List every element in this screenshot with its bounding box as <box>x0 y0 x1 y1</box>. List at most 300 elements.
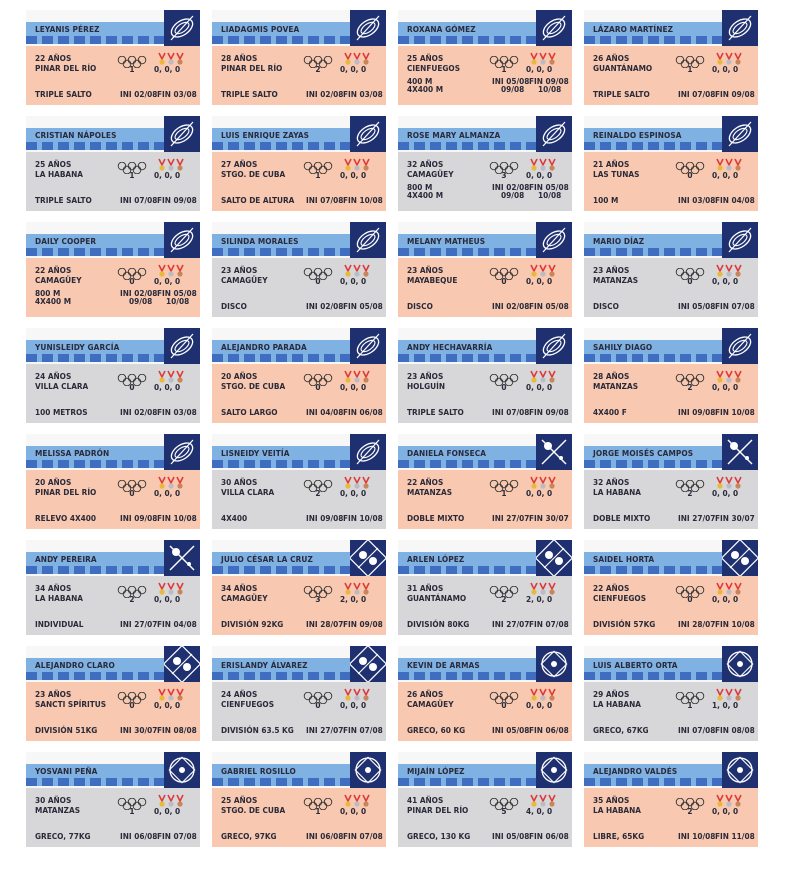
athlete-age: 34 AÑOS <box>35 583 72 593</box>
athlete-card <box>212 646 386 741</box>
athlete-age: 23 AÑOS <box>593 265 630 275</box>
athlete-age: 21 AÑOS <box>593 159 630 169</box>
end-date: FIN 06/08 <box>529 725 569 735</box>
medal-tally: 0, 0, 0 <box>340 488 367 498</box>
event-name: DIVISIÓN 80KG <box>407 619 470 629</box>
event-name: TRIPLE SALTO <box>407 407 464 417</box>
athlete-name: YOSVANI PEÑA <box>35 766 98 776</box>
athlete-name: YUNISLEIDY GARCÍA <box>35 342 120 352</box>
start-date: INI 09/08 <box>306 513 344 523</box>
event-name: SALTO DE ALTURA <box>221 195 295 205</box>
olympics-count: 0 <box>501 700 507 710</box>
card-body <box>584 46 758 105</box>
olympics-count: 3 <box>315 594 321 604</box>
athlete-province: CIENFUEGOS <box>221 699 274 709</box>
athletics-icon <box>350 328 386 364</box>
wrestling-icon <box>164 752 200 788</box>
start-date: INI 05/08 <box>492 725 530 735</box>
athlete-card <box>584 328 758 423</box>
event-name: DOBLE MIXTO <box>407 513 465 523</box>
start-date: INI 05/08 <box>492 76 530 86</box>
olympics-count: 0 <box>501 276 507 286</box>
medal-tally: 0, 0, 0 <box>526 700 553 710</box>
olympics-count: 1 <box>315 170 321 180</box>
start-date: INI 27/07 <box>120 619 158 629</box>
athlete-name: MELANY MATHEUS <box>407 236 486 246</box>
athlete-province: CAMAGÜEY <box>407 169 454 179</box>
athletics-icon <box>350 222 386 258</box>
olympics-count: 2 <box>129 594 135 604</box>
boxing-icon <box>350 540 386 576</box>
card-body <box>26 576 200 635</box>
athletics-icon <box>164 10 200 46</box>
start-date: INI 27/07 <box>492 619 530 629</box>
event-name-secondary: 4X400 M <box>35 296 72 306</box>
athlete-name: ROXANA GÓMEZ <box>407 24 476 34</box>
end-date: FIN 05/08 <box>529 182 569 192</box>
athlete-age: 22 AÑOS <box>35 265 72 275</box>
athlete-card <box>584 222 758 317</box>
athlete-card <box>26 328 200 423</box>
athlete-age: 32 AÑOS <box>593 477 630 487</box>
olympics-count: 0 <box>129 382 135 392</box>
athlete-card <box>398 222 572 317</box>
athletics-icon <box>536 222 572 258</box>
athlete-age: 32 AÑOS <box>407 159 444 169</box>
end-date-secondary: 10/08 <box>166 296 190 306</box>
event-name: GRECO, 77KG <box>35 831 91 841</box>
athlete-name: LÁZARO MARTÍNEZ <box>593 24 674 34</box>
medal-tally: 0, 0, 0 <box>712 64 739 74</box>
event-name: 100 M <box>593 195 619 205</box>
card-body <box>584 576 758 635</box>
athletics-icon <box>722 222 758 258</box>
start-date-secondary: 09/08 <box>501 84 525 94</box>
athlete-name: CRISTIAN NÁPOLES <box>35 130 117 140</box>
athlete-card <box>584 10 758 105</box>
medal-tally: 0, 0, 0 <box>712 382 739 392</box>
start-date: INI 28/07 <box>306 619 344 629</box>
athletics-icon <box>350 434 386 470</box>
olympics-count: 1 <box>687 700 693 710</box>
event-name: GRECO, 130 KG <box>407 831 471 841</box>
start-date: INI 07/08 <box>678 725 716 735</box>
athlete-province: VILLA CLARA <box>221 487 275 497</box>
start-date: INI 07/08 <box>678 89 716 99</box>
medal-tally: 0, 0, 0 <box>154 488 181 498</box>
olympics-count: 1 <box>129 170 135 180</box>
card-body <box>584 470 758 529</box>
medal-tally: 0, 0, 0 <box>526 64 553 74</box>
event-name: DIVISIÓN 51KG <box>35 725 98 735</box>
card-body <box>398 364 572 423</box>
athlete-age: 27 AÑOS <box>221 159 258 169</box>
athletics-icon <box>350 10 386 46</box>
athlete-age: 25 AÑOS <box>35 159 72 169</box>
boxing-icon <box>722 540 758 576</box>
medal-tally: 1, 0, 0 <box>712 700 739 710</box>
event-name: GRECO, 60 KG <box>407 725 466 735</box>
end-date: FIN 30/07 <box>529 513 569 523</box>
card-body <box>212 470 386 529</box>
athlete-age: 22 AÑOS <box>407 477 444 487</box>
athlete-name: LUIS ENRIQUE ZAYAS <box>221 130 310 140</box>
end-date: FIN 03/08 <box>157 407 197 417</box>
athlete-age: 30 AÑOS <box>221 477 258 487</box>
card-body <box>398 576 572 635</box>
athlete-name: MIJAÍN LÓPEZ <box>407 766 465 776</box>
end-date-secondary: 10/08 <box>538 84 562 94</box>
athletics-icon <box>536 328 572 364</box>
athlete-name: DAILY COOPER <box>35 236 97 246</box>
wrestling-icon <box>350 752 386 788</box>
athletics-icon <box>164 222 200 258</box>
athlete-card <box>584 752 758 847</box>
end-date-secondary: 10/08 <box>538 190 562 200</box>
start-date: INI 28/07 <box>678 619 716 629</box>
athlete-card <box>398 328 572 423</box>
athlete-age: 23 AÑOS <box>407 371 444 381</box>
start-date: INI 02/08 <box>120 407 158 417</box>
end-date: FIN 07/08 <box>343 831 383 841</box>
card-body <box>398 46 572 105</box>
medal-tally: 0, 0, 0 <box>340 170 367 180</box>
event-name: TRIPLE SALTO <box>35 89 92 99</box>
athlete-card <box>398 434 572 529</box>
athlete-province: LA HABANA <box>593 805 642 815</box>
boxing-icon <box>536 540 572 576</box>
athlete-age: 20 AÑOS <box>221 371 258 381</box>
athlete-name: ALEJANDRO VALDÉS <box>593 766 678 776</box>
athlete-card <box>26 434 200 529</box>
medal-tally: 0, 0, 0 <box>340 806 367 816</box>
olympics-count: 0 <box>315 700 321 710</box>
athletics-icon <box>536 116 572 152</box>
athlete-province: CAMAGÜEY <box>221 275 268 285</box>
start-date: INI 02/08 <box>120 89 158 99</box>
card-body <box>398 152 572 211</box>
start-date: INI 09/08 <box>120 513 158 523</box>
end-date: FIN 10/08 <box>157 513 197 523</box>
athlete-name: LISNEIDY VEITÍA <box>221 448 290 458</box>
start-date: INI 04/08 <box>306 407 344 417</box>
card-body <box>398 788 572 847</box>
card-body <box>26 46 200 105</box>
end-date: FIN 09/08 <box>715 89 755 99</box>
athlete-card <box>26 116 200 211</box>
start-date: INI 09/08 <box>678 407 716 417</box>
start-date: INI 02/08 <box>492 301 530 311</box>
end-date: FIN 07/08 <box>529 619 569 629</box>
athlete-province: LA HABANA <box>593 487 642 497</box>
medal-tally: 0, 0, 0 <box>712 276 739 286</box>
athlete-province: CAMAGÜEY <box>407 699 454 709</box>
athlete-name: ARLEN LÓPEZ <box>407 554 465 564</box>
start-date: INI 05/08 <box>678 301 716 311</box>
athletics-icon <box>722 328 758 364</box>
athlete-card <box>212 540 386 635</box>
athlete-card <box>212 222 386 317</box>
athlete-name: DANIELA FONSECA <box>407 448 487 458</box>
olympics-count: 0 <box>501 382 507 392</box>
athlete-age: 23 AÑOS <box>407 265 444 275</box>
athlete-province: MATANZAS <box>407 487 452 497</box>
medal-tally: 0, 0, 0 <box>712 488 739 498</box>
athletics-icon <box>722 10 758 46</box>
olympics-count: 1 <box>501 488 507 498</box>
start-date: INI 27/07 <box>678 513 716 523</box>
athletics-icon <box>536 10 572 46</box>
athlete-province: LA HABANA <box>593 699 642 709</box>
olympics-count: 1 <box>129 806 135 816</box>
start-date-secondary: 09/08 <box>129 296 153 306</box>
olympics-count: 0 <box>315 382 321 392</box>
athlete-card <box>398 540 572 635</box>
athletics-icon <box>164 328 200 364</box>
card-body <box>212 364 386 423</box>
athlete-card <box>584 116 758 211</box>
event-name: DIVISIÓN 63.5 KG <box>221 725 294 735</box>
medal-tally: 0, 0, 0 <box>154 806 181 816</box>
olympics-count: 2 <box>501 594 507 604</box>
start-date: INI 27/07 <box>306 725 344 735</box>
athlete-age: 34 AÑOS <box>221 583 258 593</box>
event-name: 100 METROS <box>35 407 88 417</box>
medal-tally: 0, 0, 0 <box>712 170 739 180</box>
event-name-secondary: 4X400 M <box>407 190 444 200</box>
medal-tally: 0, 0, 0 <box>340 700 367 710</box>
card-body <box>212 576 386 635</box>
end-date: FIN 10/08 <box>715 619 755 629</box>
athlete-card <box>212 10 386 105</box>
athlete-age: 25 AÑOS <box>221 795 258 805</box>
start-date: INI 02/08 <box>306 89 344 99</box>
athlete-card <box>212 752 386 847</box>
olympics-count: 1 <box>129 64 135 74</box>
olympics-count: 1 <box>315 806 321 816</box>
athlete-card <box>26 646 200 741</box>
card-body <box>212 152 386 211</box>
athlete-name: KEVIN DE ARMAS <box>407 660 480 670</box>
athlete-province: MATANZAS <box>593 275 638 285</box>
athlete-province: VILLA CLARA <box>35 381 89 391</box>
event-name-secondary: 4X400 M <box>407 84 444 94</box>
athlete-name: ERISLANDY ÁLVAREZ <box>221 660 308 670</box>
end-date: FIN 07/08 <box>343 725 383 735</box>
olympics-count: 1 <box>687 64 693 74</box>
athletics-icon <box>164 116 200 152</box>
athlete-province: STGO. DE CUBA <box>221 169 286 179</box>
event-name: 800 M <box>35 288 61 298</box>
end-date: FIN 09/08 <box>343 619 383 629</box>
athlete-province: SANCTI SPÍRITUS <box>35 699 107 709</box>
athlete-age: 28 AÑOS <box>593 371 630 381</box>
athlete-age: 30 AÑOS <box>35 795 72 805</box>
boxing-icon <box>164 646 200 682</box>
athletics-icon <box>164 434 200 470</box>
event-name: INDIVIDUAL <box>35 619 84 629</box>
medal-tally: 0, 0, 0 <box>340 382 367 392</box>
event-name: DOBLE MIXTO <box>593 513 651 523</box>
end-date: FIN 10/08 <box>343 195 383 205</box>
medal-tally: 0, 0, 0 <box>526 488 553 498</box>
tabletennis-icon <box>722 434 758 470</box>
card-body <box>26 682 200 741</box>
card-body <box>26 364 200 423</box>
end-date: FIN 10/08 <box>715 407 755 417</box>
athlete-province: CIENFUEGOS <box>593 593 646 603</box>
olympics-count: 5 <box>501 806 507 816</box>
start-date: INI 07/08 <box>120 195 158 205</box>
athlete-name: SAIDEL HORTA <box>593 554 655 564</box>
medal-tally: 0, 0, 0 <box>340 276 367 286</box>
olympics-count: 2 <box>687 382 693 392</box>
athlete-card <box>398 116 572 211</box>
start-date: INI 05/08 <box>492 831 530 841</box>
medal-tally: 0, 0, 0 <box>154 594 181 604</box>
tabletennis-icon <box>536 434 572 470</box>
athlete-card <box>398 10 572 105</box>
end-date: FIN 10/08 <box>343 513 383 523</box>
event-name: 4X400 <box>221 513 248 523</box>
athlete-age: 22 AÑOS <box>593 583 630 593</box>
athlete-province: CAMAGÜEY <box>35 275 82 285</box>
end-date: FIN 09/08 <box>157 195 197 205</box>
event-name: DIVISIÓN 57KG <box>593 619 656 629</box>
olympics-count: 0 <box>315 276 321 286</box>
olympics-count: 0 <box>687 594 693 604</box>
card-body <box>584 258 758 317</box>
athlete-age: 20 AÑOS <box>35 477 72 487</box>
card-body <box>584 682 758 741</box>
end-date: FIN 04/08 <box>715 195 755 205</box>
olympics-count: 2 <box>315 488 321 498</box>
athlete-card <box>584 540 758 635</box>
end-date: FIN 04/08 <box>157 619 197 629</box>
athlete-card <box>398 646 572 741</box>
start-date-secondary: 09/08 <box>501 190 525 200</box>
event-name: SALTO LARGO <box>221 407 278 417</box>
olympics-count: 2 <box>687 488 693 498</box>
olympics-count: 1 <box>501 64 507 74</box>
card-body <box>584 152 758 211</box>
olympics-count: 3 <box>501 170 507 180</box>
medal-tally: 0, 0, 0 <box>712 806 739 816</box>
end-date: FIN 11/08 <box>715 831 755 841</box>
card-body <box>584 364 758 423</box>
wrestling-icon <box>536 646 572 682</box>
end-date: FIN 08/08 <box>157 725 197 735</box>
athlete-age: 28 AÑOS <box>221 53 258 63</box>
athlete-card <box>26 10 200 105</box>
athlete-province: LA HABANA <box>35 593 84 603</box>
medal-tally: 2, 0, 0 <box>340 594 367 604</box>
athlete-age: 23 AÑOS <box>221 265 258 275</box>
athlete-name: LEYANIS PÉREZ <box>35 24 100 34</box>
start-date: INI 02/08 <box>306 301 344 311</box>
athlete-province: GUANTÁNAMO <box>593 63 653 73</box>
medal-tally: 0, 0, 0 <box>340 64 367 74</box>
start-date: INI 03/08 <box>678 195 716 205</box>
start-date: INI 27/07 <box>492 513 530 523</box>
athlete-name: SAHILY DIAGO <box>593 342 653 352</box>
event-name: TRIPLE SALTO <box>593 89 650 99</box>
event-name: TRIPLE SALTO <box>221 89 278 99</box>
start-date: INI 30/07 <box>120 725 158 735</box>
athlete-name: ALEJANDRO PARADA <box>221 342 307 352</box>
card-body <box>212 788 386 847</box>
card-body <box>212 46 386 105</box>
wrestling-icon <box>536 752 572 788</box>
athlete-province: STGO. DE CUBA <box>221 381 286 391</box>
medal-tally: 0, 0, 0 <box>712 594 739 604</box>
event-name: DIVISIÓN 92KG <box>221 619 284 629</box>
athlete-card-grid <box>26 10 786 860</box>
start-date: INI 06/08 <box>306 831 344 841</box>
athlete-name: ALEJANDRO CLARO <box>35 660 115 670</box>
athlete-age: 35 AÑOS <box>593 795 630 805</box>
card-body <box>26 788 200 847</box>
olympics-count: 0 <box>687 276 693 286</box>
athlete-name: MARIO DÍAZ <box>593 236 645 246</box>
athlete-age: 25 AÑOS <box>407 53 444 63</box>
end-date: FIN 05/08 <box>529 301 569 311</box>
athlete-name: LIADAGMIS POVEA <box>221 24 300 34</box>
athlete-card <box>26 540 200 635</box>
end-date: FIN 06/08 <box>529 831 569 841</box>
start-date: INI 10/08 <box>678 831 716 841</box>
athlete-name: MELISSA PADRÓN <box>35 448 110 458</box>
medal-tally: 0, 0, 0 <box>526 276 553 286</box>
medal-tally: 4, 0, 0 <box>526 806 553 816</box>
athlete-province: PINAR DEL RÍO <box>407 805 469 815</box>
start-date: INI 07/08 <box>306 195 344 205</box>
medal-tally: 2, 0, 0 <box>526 594 553 604</box>
athlete-province: PINAR DEL RÍO <box>221 63 283 73</box>
end-date: FIN 03/08 <box>157 89 197 99</box>
medal-tally: 0, 0, 0 <box>526 382 553 392</box>
olympics-count: 0 <box>687 170 693 180</box>
medal-tally: 0, 0, 0 <box>154 170 181 180</box>
athlete-province: MATANZAS <box>593 381 638 391</box>
end-date: FIN 05/08 <box>343 301 383 311</box>
card-body <box>398 470 572 529</box>
athlete-name: JULIO CÉSAR LA CRUZ <box>221 554 313 564</box>
tabletennis-icon <box>164 540 200 576</box>
athlete-name: LUIS ALBERTO ORTA <box>593 660 678 670</box>
card-body <box>26 152 200 211</box>
athlete-province: LA HABANA <box>35 169 84 179</box>
olympics-count: 0 <box>129 488 135 498</box>
olympics-count: 0 <box>129 276 135 286</box>
olympics-count: 2 <box>315 64 321 74</box>
athletics-icon <box>722 116 758 152</box>
event-name: DISCO <box>221 301 247 311</box>
end-date: FIN 09/08 <box>529 76 569 86</box>
event-name: GRECO, 97KG <box>221 831 277 841</box>
start-date: INI 07/08 <box>492 407 530 417</box>
athlete-name: SILINDA MORALES <box>221 236 299 246</box>
athlete-age: 24 AÑOS <box>35 371 72 381</box>
athlete-age: 29 AÑOS <box>593 689 630 699</box>
athlete-card <box>212 116 386 211</box>
athlete-card <box>26 752 200 847</box>
end-date: FIN 07/08 <box>157 831 197 841</box>
athlete-province: PINAR DEL RÍO <box>35 487 97 497</box>
end-date: FIN 07/08 <box>715 301 755 311</box>
card-body <box>584 788 758 847</box>
event-name: TRIPLE SALTO <box>35 195 92 205</box>
